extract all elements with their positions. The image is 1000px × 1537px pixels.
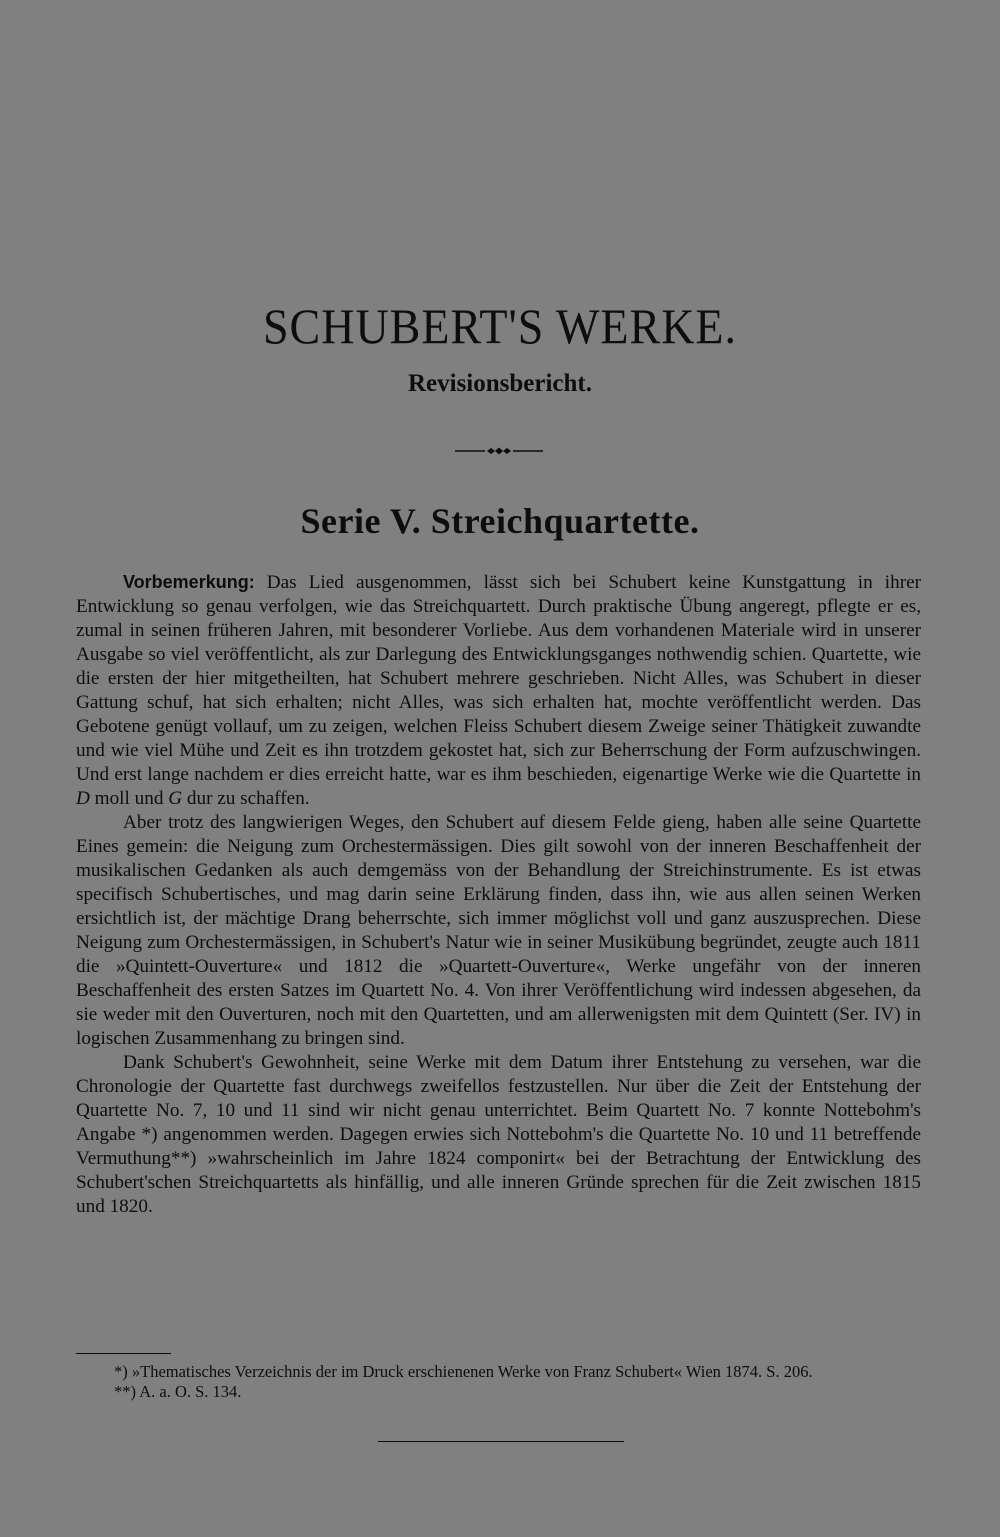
preface-text-c: dur zu schaffen. [182, 788, 310, 809]
ornament-divider [455, 445, 543, 457]
paragraph-preface [76, 570, 921, 811]
series-title: Serie V. Streichquartette. [300, 501, 700, 541]
paragraph-orchestral: Aber trotz des langwierigen Weges, den Schubert auf diesem Felde gieng, haben alle seine Quartette Eines gemein: die Neigung zum Orchestermässigen. Dies gilt sowohl von der inneren Beschaffenheit der musikalischen Gedanken als auch demgemäss von der Behandlung der Streichinstrumente. Es ist etwas specifisch Schubertisches, und mag darin seine Erklärung finden, dass ihn, wie aus allen seinen Werken ersichtlich ist, der mächtige Drang beherrschte, sich immer möglichst voll und ganz auszusprechen. Diese Neigung zum Orchestermässigen, in Schubert's Natur wie in seiner Musikübung begründet, zeugte auch 1811 die »Quintett-Ouverture« und 1812 die »Quartett-Ouverture«, Werke ungefähr von der inneren Beschaffenheit des ersten Satzes im Quartett No. 4. Von ihrer Veröffentlichung wird indessen abgesehen, da sie weder mit den Ouverturen, noch mit den Quartetten, und am allerwenigsten mit dem Quintett (Ser. IV) in logischen Zusammenhang zu bringen sind. [76, 812, 921, 1049]
footnotes [76, 1362, 921, 1402]
footnote-2: **) A. a. O. S. 134. [114, 1382, 242, 1401]
page-title: SCHUBERT'S WERKE. [262, 298, 738, 355]
footnote-rule [76, 1353, 171, 1354]
preface-lead: Vorbemerkung: [123, 572, 255, 592]
body-text [76, 570, 921, 1219]
report-subtitle: Revisionsbericht. [407, 370, 593, 397]
preface-text: Das Lied ausgenommen, lässt sich bei Schubert keine Kunstgattung in ihrer Entwicklung so genau verfolgen, wie das Streichquartett. Durch praktische Übung angeregt, pflegte er es, zumal in seinen früheren Jahren, mit besonderer Vorliebe. Aus dem vorhandenen Materiale wird in unserer Ausgabe so viel veröffentlicht, als zur Darlegung des Entwicklungsganges nothwendig schien. Quartette, wie die ersten der hier mitgetheilten, hat Schubert mehrere geschrieben. Nicht Alles, was Schubert in dieser Gattung schuf, hat sich erhalten; nicht Alles, was sich erhalten hat, mochte veröffentlicht werden. Das Gebotene genügt vollauf, um zu zeigen, welchen Fleiss Schubert diesem Zweige seiner Thätigkeit zuwandte und wie viel Mühe und Zeit es ihn trotzdem gekostet hat, sich zur Beherrschung der Form aufzuschwingen. Und erst lange nachdem er dies erreicht hatte, war es ihm beschieden, eigenartige Werke wie die Quartette in [76, 572, 921, 785]
preface-text-b: moll und [89, 788, 169, 809]
footnote-1: *) »Thematisches Verzeichnis der im Druck erschienenen Werke von Franz Schubert« Wien 1874. S. 206. [114, 1362, 813, 1381]
key-d: D [76, 788, 90, 809]
bottom-rule [378, 1441, 624, 1442]
key-g: G [168, 788, 183, 809]
paragraph-chronology: Dank Schubert's Gewohnheit, seine Werke mit dem Datum ihrer Entstehung zu versehen, war die Chronologie der Quartette fast durchwegs zweifellos festzustellen. Nur über die Zeit der Entstehung der Quartette No. 7, 10 und 11 sind wir nicht genau unterrichtet. Beim Quartett No. 7 konnte Nottebohm's Angabe *) angenommen werden. Dagegen erwies sich Nottebohm's die Quartette No. 10 und 11 betreffende Vermuthung**) »wahrscheinlich im Jahre 1824 componirt« bei der Betrachtung der Entwicklung des Schubert'schen Streichquartetts als hinfällig, und alle inneren Gründe sprechen für die Zeit zwischen 1815 und 1820. [76, 1052, 921, 1217]
